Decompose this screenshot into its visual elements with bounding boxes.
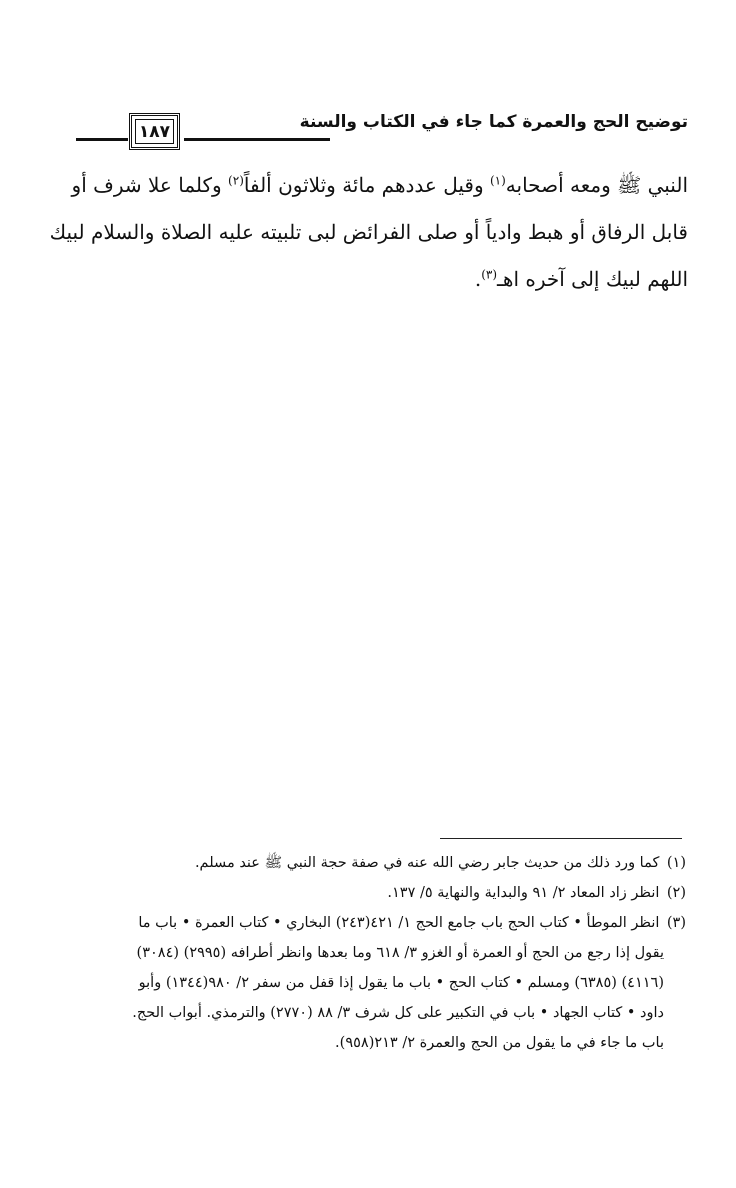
footnote-ref-2[interactable]: (٢) <box>228 173 244 188</box>
footnote-1-number: (١) <box>666 855 686 871</box>
footnote-3-text-line-1: انظر الموطأ • كتاب الحج باب جامع الحج ١/ ٤٢١(٢٤٣) البخاري • كتاب العمرة • باب ما <box>138 915 660 931</box>
body-line-1-part-a: النبي ﷺ ومعه أصحابه <box>505 173 688 197</box>
footnote-3-line-3: (٤١١٦) (٦٣٨٥) ومسلم • كتاب الحج • باب ما يقول إذا قفل من سفر ٢/ ٩٨٠(١٣٤٤) وأبو <box>138 975 664 991</box>
footnote-1-text: كما ورد ذلك من حديث جابر رضي الله عنه في صفة حجة النبي ﷺ عند مسلم. <box>194 855 660 871</box>
header-rule-left <box>76 138 128 141</box>
footnotes <box>68 848 686 1058</box>
footnote-3-line-1 <box>68 908 686 938</box>
footnote-1 <box>68 848 686 878</box>
footnote-3-line-2: يقول إذا رجع من الحج أو العمرة أو الغزو ٣/ ٦١٨ وما بعدها وانظر أطرافه (٢٩٩٥) (٣٠٨٤) <box>136 945 664 961</box>
footnote-ref-3[interactable]: (٣) <box>481 267 498 282</box>
footnote-3-line-4: داود • كتاب الجهاد • باب في التكبير على كل شرف ٣/ ٨٨ (٢٧٧٠) والترمذي. أبواب الحج. <box>132 1005 664 1021</box>
footnote-3-line-5: باب ما جاء في ما يقول من الحج والعمرة ٢/ ٢١٣(٩٥٨). <box>335 1035 664 1051</box>
footnote-ref-1[interactable]: (١) <box>489 173 506 188</box>
header-rule-middle <box>184 138 330 141</box>
body-line-1-part-b: وقيل عددهم مائة وثلاثون ألفاً <box>243 173 490 197</box>
page-number-frame <box>129 113 180 150</box>
footnote-3-number: (٣) <box>666 915 686 931</box>
body-line-3 <box>72 256 688 303</box>
body-line-1 <box>72 162 688 209</box>
running-title: توضيح الحج والعمرة كما جاء في الكتاب والسنة <box>299 112 688 132</box>
footnote-2-number: (٢) <box>666 885 686 901</box>
body-line-1-part-c: وكلما علا شرف أو <box>71 173 229 197</box>
page-number: ١٨٧ <box>135 119 174 144</box>
footnote-separator <box>440 838 682 839</box>
body-line-3-part-a: اللهم لبيك إلى آخره اهـ <box>497 267 688 291</box>
body-line-3-period: . <box>474 267 482 291</box>
footnote-3 <box>68 908 686 1058</box>
footnote-2 <box>68 878 686 908</box>
body-paragraph <box>49 162 688 303</box>
footnote-2-text: انظر زاد المعاد ٢/ ٩١ والبداية والنهاية ٥/ ١٣٧. <box>387 885 660 901</box>
body-line-2: قابل الرفاق أو هبط وادياً أو صلى الفرائض لبى تلبيته عليه الصلاة والسلام لبيك <box>49 220 688 244</box>
